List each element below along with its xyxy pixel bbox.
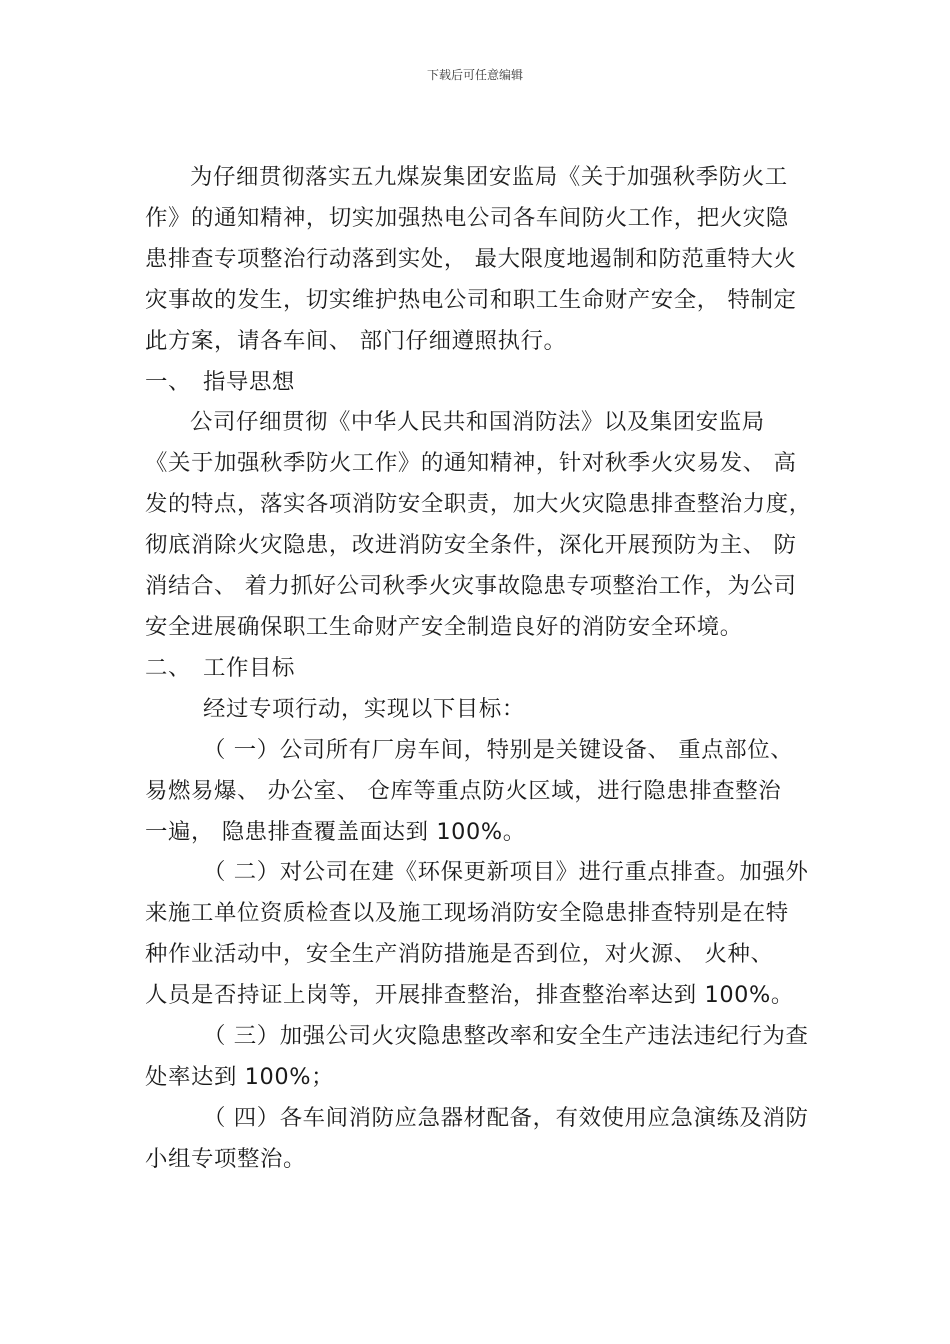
text-line: 易燃易爆、 办公室、 仓库等重点防火区域，进行隐患排查整治 [145, 777, 782, 804]
text-line: （ 二）对公司在建《环保更新项目》进行重点排查。加强外 [203, 859, 809, 886]
section-number: 一、 [145, 368, 191, 395]
section-title: 指导思想 [203, 368, 295, 395]
text-line: 《关于加强秋季防火工作》的通知精神，针对秋季火灾易发、 高 [145, 450, 797, 477]
paragraph-guiding-thought [145, 402, 812, 647]
paragraph-goal-4 [145, 1098, 807, 1180]
text-line: 作》的通知精神，切实加强热电公司各车间防火工作，把火灾隐 [145, 204, 789, 231]
paragraph-intro [145, 157, 807, 362]
document-body [145, 157, 812, 1180]
text-line: （ 四）各车间消防应急器材配备，有效使用应急演练及消防 [203, 1104, 809, 1131]
text-line: 此方案，请各车间、 部门仔细遵照执行。 [145, 327, 567, 354]
text-line: 为仔细贯彻落实五九煤炭集团安监局《关于加强秋季防火工 [190, 164, 788, 190]
text-line: 彻底消除火灾隐患，改进消防安全条件，深化开展预防为主、 防 [145, 532, 797, 559]
text-line: 来施工单位资质检查以及施工现场消防安全隐患排查特别是在特 [145, 900, 789, 927]
text-line: 一遍， 隐患排查覆盖面达到 100%。 [145, 818, 526, 845]
section-title: 工作目标 [203, 654, 295, 681]
text-line: 灾事故的发生，切实维护热电公司和职工生命财产安全， 特制定 [145, 286, 797, 313]
paragraph-goal-1 [145, 730, 807, 853]
text-line: 处率达到 100%； [145, 1063, 335, 1090]
page-header: 下载后可任意编辑 [426, 68, 523, 82]
section-heading-1 [145, 362, 807, 403]
text-line: （ 三）加强公司火灾隐患整改率和安全生产违法违纪行为查 [203, 1023, 809, 1050]
section-number: 二、 [145, 654, 191, 681]
text-line: 消结合、 着力抓好公司秋季火灾事故隐患专项整治工作，为公司 [145, 573, 797, 600]
text-line: 安全进展确保职工生命财产安全制造良好的消防安全环境。 [145, 613, 743, 640]
text-line: 发的特点，落实各项消防安全职责，加大火灾隐患排查整治力度， [145, 491, 812, 518]
text-line: 患排查专项整治行动落到实处， 最大限度地遏制和防范重特大火 [145, 245, 797, 272]
paragraph-goal-3 [145, 1016, 807, 1098]
text-line: 经过专项行动，实现以下目标： [203, 695, 525, 722]
section-heading-2 [145, 648, 807, 689]
text-line: 人员是否持证上岗等，开展排查整治，排查整治率达到 100%。 [145, 982, 794, 1009]
text-line: （ 一）公司所有厂房车间，特别是关键设备、 重点部位、 [203, 736, 794, 763]
text-line: 公司仔细贯彻《中华人民共和国消防法》以及集团安监局 [190, 409, 765, 436]
paragraph-goal-2 [145, 852, 807, 1016]
text-line: 小组专项整治。 [145, 1145, 306, 1172]
text-line: 种作业活动中，安全生产消防措施是否到位，对火源、 火种、 [145, 941, 774, 968]
